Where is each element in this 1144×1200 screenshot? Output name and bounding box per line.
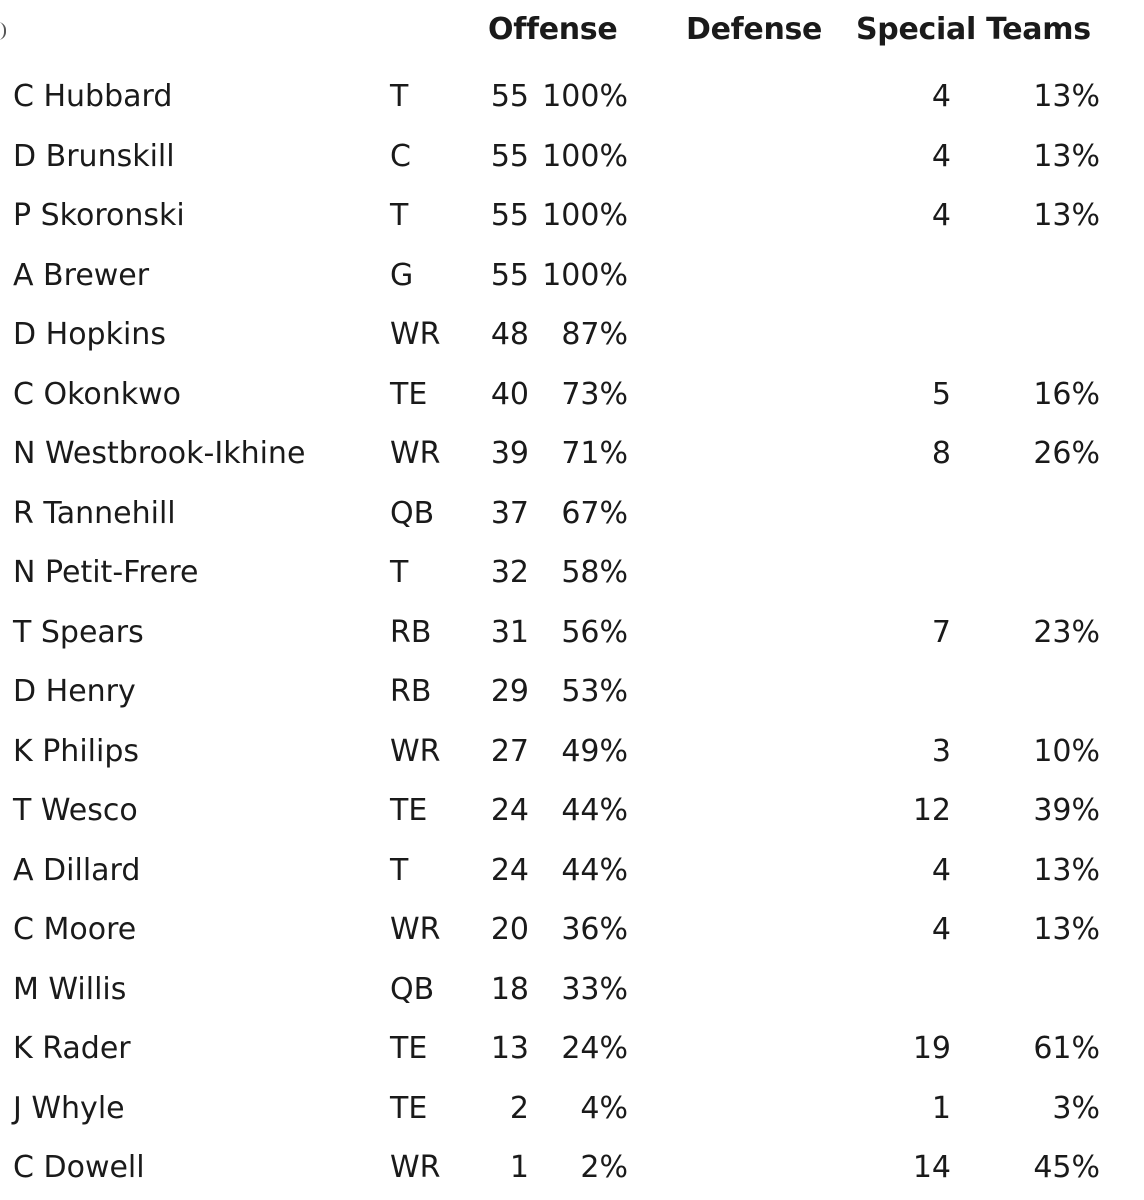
player-name: P Skoronski [13, 198, 185, 233]
table-row [0, 424, 1144, 484]
table-row [0, 960, 1144, 1020]
table-row [0, 1138, 1144, 1198]
player-position: WR [390, 317, 441, 352]
offense-percent: 49% [561, 733, 628, 769]
player-position: TE [390, 1090, 428, 1126]
offense-percent: 100% [542, 79, 628, 114]
player-name: C Dowell [13, 1150, 145, 1185]
offense-snaps: 31 [490, 614, 529, 650]
player-position: C [390, 138, 411, 174]
player-name: K Rader [13, 1031, 131, 1066]
snap-count-table [0, 67, 1144, 1198]
offense-percent: 71% [561, 436, 628, 471]
offense-percent: 44% [561, 852, 628, 888]
player-position: QB [390, 495, 435, 531]
player-position: T [390, 555, 409, 590]
player-name: D Henry [13, 674, 136, 709]
table-row [0, 900, 1144, 960]
table-row [0, 543, 1144, 603]
player-position: WR [390, 912, 441, 947]
player-position: T [390, 198, 409, 233]
table-row [0, 1079, 1144, 1139]
player-name: N Petit-Frere [13, 555, 199, 590]
special-teams-snaps: 19 [912, 1031, 951, 1066]
offense-percent: 33% [561, 971, 628, 1007]
special-teams-snaps: 4 [931, 852, 951, 888]
offense-snaps: 20 [490, 912, 529, 947]
offense-snaps: 40 [490, 376, 529, 412]
offense-snaps: 13 [490, 1031, 529, 1066]
table-row [0, 484, 1144, 544]
header-special-teams: Special Teams [856, 12, 1091, 47]
offense-percent: 100% [542, 198, 628, 233]
offense-snaps: 1 [509, 1150, 529, 1185]
special-teams-percent: 39% [1033, 793, 1100, 828]
special-teams-percent: 26% [1033, 436, 1100, 471]
special-teams-percent: 13% [1033, 138, 1100, 174]
special-teams-snaps: 4 [931, 138, 951, 174]
player-name: J Whyle [13, 1090, 125, 1126]
offense-percent: 24% [561, 1031, 628, 1066]
offense-percent: 73% [561, 376, 628, 412]
special-teams-percent: 13% [1033, 79, 1100, 114]
offense-snaps: 2 [509, 1090, 529, 1126]
player-name: D Brunskill [13, 138, 175, 174]
player-position: TE [390, 376, 428, 412]
table-row [0, 127, 1144, 187]
table-row [0, 781, 1144, 841]
player-name: D Hopkins [13, 317, 166, 352]
player-name: C Hubbard [13, 79, 173, 114]
table-header [0, 0, 1144, 60]
special-teams-percent: 23% [1033, 614, 1100, 650]
player-name: M Willis [13, 971, 127, 1007]
player-name: R Tannehill [13, 495, 176, 531]
special-teams-percent: 10% [1033, 733, 1100, 769]
offense-percent: 67% [561, 495, 628, 531]
special-teams-percent: 13% [1033, 852, 1100, 888]
special-teams-snaps: 1 [931, 1090, 951, 1126]
table-row [0, 305, 1144, 365]
player-position: TE [390, 1031, 428, 1066]
player-name: C Moore [13, 912, 137, 947]
offense-percent: 2% [580, 1150, 628, 1185]
player-name: C Okonkwo [13, 376, 182, 412]
offense-percent: 58% [561, 555, 628, 590]
offense-percent: 56% [561, 614, 628, 650]
player-name: T Wesco [13, 793, 138, 828]
table-row [0, 246, 1144, 306]
cropped-bracket-mark [0, 22, 6, 40]
offense-snaps: 27 [490, 733, 529, 769]
special-teams-snaps: 4 [931, 79, 951, 114]
table-row [0, 841, 1144, 901]
offense-percent: 4% [580, 1090, 628, 1126]
table-row [0, 662, 1144, 722]
offense-snaps: 24 [490, 852, 529, 888]
special-teams-snaps: 4 [931, 198, 951, 233]
player-position: WR [390, 1150, 441, 1185]
player-position: T [390, 79, 409, 114]
special-teams-percent: 16% [1033, 376, 1100, 412]
special-teams-percent: 13% [1033, 912, 1100, 947]
offense-snaps: 55 [490, 138, 529, 174]
offense-snaps: 55 [490, 198, 529, 233]
player-position: G [390, 257, 414, 293]
special-teams-snaps: 12 [912, 793, 951, 828]
offense-percent: 53% [561, 674, 628, 709]
player-name: N Westbrook-Ikhine [13, 436, 306, 471]
special-teams-snaps: 8 [931, 436, 951, 471]
player-position: RB [390, 674, 432, 709]
header-defense: Defense [686, 12, 823, 47]
special-teams-snaps: 7 [931, 614, 951, 650]
table-row [0, 365, 1144, 425]
player-position: WR [390, 733, 441, 769]
offense-snaps: 18 [490, 971, 529, 1007]
special-teams-percent: 13% [1033, 198, 1100, 233]
table-row [0, 722, 1144, 782]
special-teams-snaps: 5 [931, 376, 951, 412]
special-teams-snaps: 3 [931, 733, 951, 769]
player-position: T [390, 852, 409, 888]
player-name: T Spears [13, 614, 144, 650]
special-teams-snaps: 4 [931, 912, 951, 947]
offense-snaps: 37 [490, 495, 529, 531]
table-row [0, 1019, 1144, 1079]
offense-percent: 100% [542, 257, 628, 293]
player-name: A Brewer [13, 257, 150, 293]
special-teams-percent: 45% [1033, 1150, 1100, 1185]
special-teams-percent: 61% [1033, 1031, 1100, 1066]
offense-percent: 36% [561, 912, 628, 947]
player-name: A Dillard [13, 852, 141, 888]
offense-snaps: 24 [490, 793, 529, 828]
table-row [0, 67, 1144, 127]
offense-percent: 87% [561, 317, 628, 352]
table-row [0, 603, 1144, 663]
player-name: K Philips [13, 733, 139, 769]
offense-percent: 44% [561, 793, 628, 828]
player-position: WR [390, 436, 441, 471]
offense-snaps: 32 [490, 555, 529, 590]
offense-snaps: 39 [490, 436, 529, 471]
player-position: RB [390, 614, 432, 650]
offense-snaps: 55 [490, 257, 529, 293]
special-teams-snaps: 14 [912, 1150, 951, 1185]
offense-snaps: 48 [490, 317, 529, 352]
player-position: QB [390, 971, 435, 1007]
header-offense: Offense [488, 12, 618, 47]
table-row [0, 186, 1144, 246]
special-teams-percent: 3% [1052, 1090, 1100, 1126]
offense-snaps: 55 [490, 79, 529, 114]
offense-snaps: 29 [490, 674, 529, 709]
player-position: TE [390, 793, 428, 828]
offense-percent: 100% [542, 138, 628, 174]
